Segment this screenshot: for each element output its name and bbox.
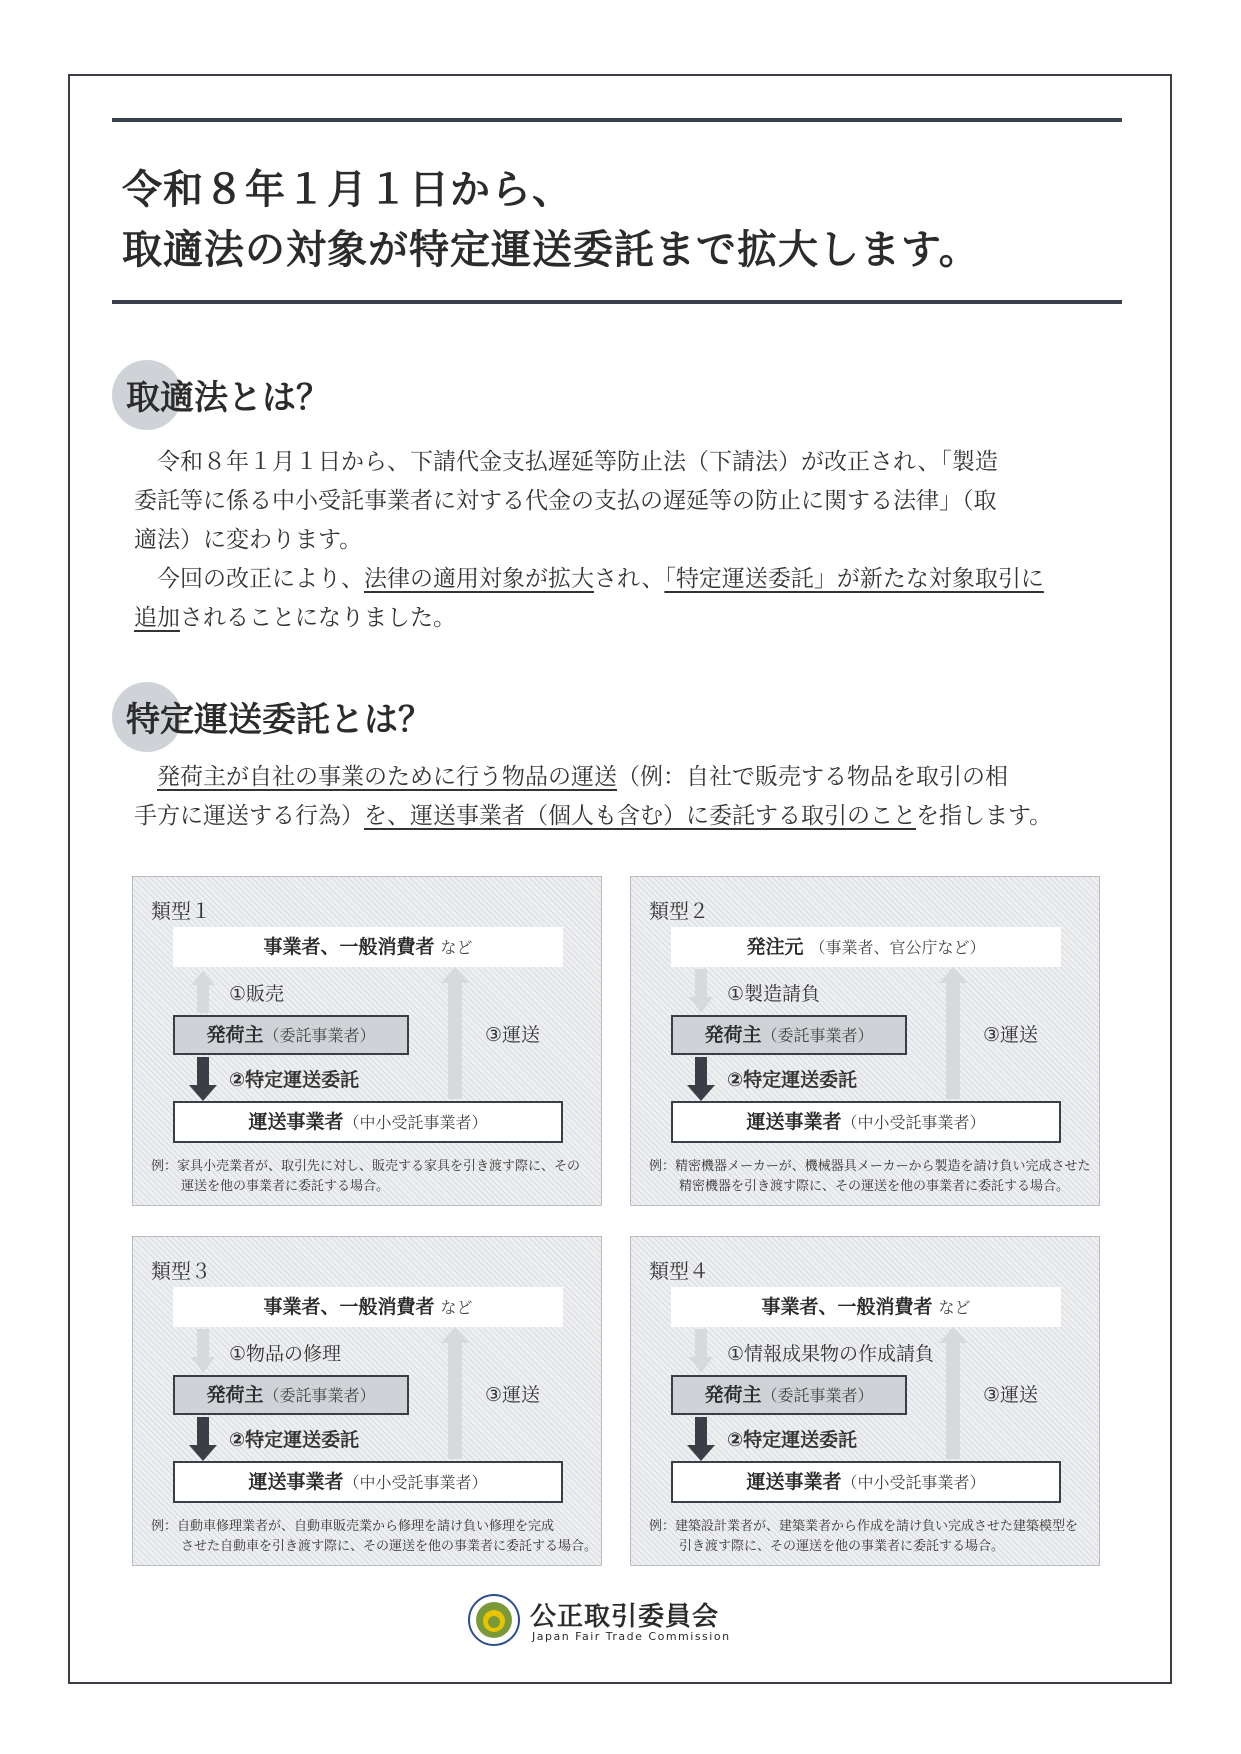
section-heading-text: 取適法とは？ <box>126 378 330 418</box>
step1-label: ①物品の修理 <box>229 1343 342 1365</box>
step3-label: ③運送 <box>485 1384 541 1406</box>
shipper-box <box>671 1375 907 1415</box>
example-line-2: 精密機器を引き渡す際に、その運送を他の事業者に委託する場合。 <box>679 1179 1070 1194</box>
carrier-note: （中小受託事業者） <box>841 1113 986 1132</box>
example-text <box>649 1517 1078 1557</box>
arrow-down-light-icon <box>689 1329 713 1373</box>
top-party <box>173 927 563 967</box>
shipper-box <box>671 1015 907 1055</box>
example-line-2: 運送を他の事業者に委託する場合。 <box>181 1179 390 1194</box>
carrier-box <box>173 1101 563 1143</box>
example-line-1: 例：建築設計業者が、建築業者から作成を請け負い完成させた建築模型を <box>649 1519 1079 1534</box>
section-heading-text: 特定運送委託とは？ <box>126 700 432 740</box>
shipper-note: （委託事業者） <box>263 1026 376 1045</box>
underlined-text: を、運送事業者（個人も含む）に委託する取引のこと <box>364 803 916 829</box>
arrow-down-dark-icon <box>189 1057 217 1101</box>
text-run: 手方に運送する行為） <box>134 803 364 829</box>
example-line-1: 例：家具小売業者が、取引先に対し、販売する家具を引き渡す際に、その <box>151 1159 581 1174</box>
example-line-2: させた自動車を引き渡す際に、その運送を他の事業者に委託する場合。 <box>181 1539 598 1554</box>
arrow-down-dark-icon <box>189 1417 217 1461</box>
title-line-1: 令和８年１月１日から、 <box>122 167 573 213</box>
text-run: を指します。 <box>916 803 1053 829</box>
carrier-note: （中小受託事業者） <box>343 1473 488 1492</box>
arrow-down-dark-icon <box>687 1417 715 1461</box>
shipper-note: （委託事業者） <box>761 1026 874 1045</box>
top-party-name: 事業者、一般消費者 <box>761 1296 933 1318</box>
text-run <box>134 764 157 790</box>
top-party-note: など <box>938 1298 971 1317</box>
top-party <box>671 927 1061 967</box>
step3-label: ③運送 <box>983 1024 1039 1046</box>
shipper-name: 発荷主 <box>206 1384 264 1406</box>
top-party <box>173 1287 563 1327</box>
shipper-box <box>173 1015 409 1055</box>
jftc-emblem-icon <box>468 1594 520 1646</box>
arrow-down-light-icon <box>689 969 713 1013</box>
arrow-up-tall-light-icon <box>441 1327 469 1459</box>
type-box-4 <box>630 1236 1100 1566</box>
top-party-name: 発注元 <box>746 936 804 958</box>
type-name: 類型１ <box>151 899 211 923</box>
type-name: 類型４ <box>649 1259 709 1283</box>
title-line-2: 取適法の対象が特定運送委託まで拡大します。 <box>122 227 980 273</box>
jftc-logo <box>468 1594 768 1652</box>
logo-english-name: Japan Fair Trade Commission <box>532 1630 731 1643</box>
section2-body <box>134 758 1114 836</box>
carrier-name: 運送事業者 <box>746 1471 842 1493</box>
type-box-2 <box>630 876 1100 1206</box>
top-party <box>671 1287 1061 1327</box>
carrier-note: （中小受託事業者） <box>343 1113 488 1132</box>
carrier-note: （中小受託事業者） <box>841 1473 986 1492</box>
type-name: 類型３ <box>151 1259 211 1283</box>
example-line-1: 例：精密機器メーカーが、機械器具メーカーから製造を請け負い完成させた <box>649 1159 1091 1174</box>
step3-label: ③運送 <box>485 1024 541 1046</box>
logo-japanese-name: 公正取引委員会 <box>530 1602 720 1632</box>
step2-label: ②特定運送委託 <box>229 1069 360 1091</box>
carrier-name: 運送事業者 <box>248 1111 344 1133</box>
section1-line-2: 委託等に係る中小受託事業者に対する代金の支払の遅延等の防止に関する法律」（取 <box>134 488 997 514</box>
carrier-name: 運送事業者 <box>746 1111 842 1133</box>
underlined-text: 「特定運送委託」が新たな対象取引に <box>664 566 1044 592</box>
title-bottom-rule <box>112 300 1122 304</box>
step2-label: ②特定運送委託 <box>229 1429 360 1451</box>
example-text <box>151 1157 580 1197</box>
top-party-name: 事業者、一般消費者 <box>263 936 435 958</box>
section1-line-5 <box>134 599 1114 638</box>
shipper-note: （委託事業者） <box>263 1386 376 1405</box>
arrow-up-tall-light-icon <box>939 967 967 1099</box>
top-party-note: （事業者、官公庁など） <box>809 938 986 957</box>
shipper-name: 発荷主 <box>704 1384 762 1406</box>
arrow-down-dark-icon <box>687 1057 715 1101</box>
step2-label: ②特定運送委託 <box>727 1069 858 1091</box>
carrier-box <box>173 1461 563 1503</box>
underlined-text: 法律の適用対象が拡大 <box>364 566 594 592</box>
text-run: 今回の改正により、 <box>134 566 364 592</box>
section2-line-1 <box>134 758 1114 797</box>
step1-label: ①販売 <box>229 983 285 1005</box>
section2-line-2 <box>134 797 1114 836</box>
carrier-box <box>671 1461 1061 1503</box>
type-box-3 <box>132 1236 602 1566</box>
example-text <box>151 1517 597 1557</box>
step2-label: ②特定運送委託 <box>727 1429 858 1451</box>
carrier-box <box>671 1101 1061 1143</box>
title-top-rule <box>112 118 1122 122</box>
underlined-text: 発荷主が自社の事業のために行う物品の運送 <box>157 764 617 790</box>
step1-label: ①製造請負 <box>727 983 821 1005</box>
shipper-name: 発荷主 <box>206 1024 264 1046</box>
top-party-name: 事業者、一般消費者 <box>263 1296 435 1318</box>
example-line-1: 例：自動車修理業者が、自動車販売業から修理を請け負い修理を完成 <box>151 1519 555 1534</box>
type-box-1 <box>132 876 602 1206</box>
arrow-up-light-icon <box>191 971 215 1013</box>
arrow-up-tall-light-icon <box>939 1327 967 1459</box>
example-line-2: 引き渡す際に、その運送を他の事業者に委託する場合。 <box>679 1539 1005 1554</box>
underlined-text: 追加 <box>134 605 180 631</box>
arrow-down-light-icon <box>191 1329 215 1373</box>
type-name: 類型２ <box>649 899 709 923</box>
top-party-note: など <box>440 1298 473 1317</box>
step3-label: ③運送 <box>983 1384 1039 1406</box>
example-text <box>649 1157 1090 1197</box>
shipper-name: 発荷主 <box>704 1024 762 1046</box>
section1-line-3: 適法）に変わります。 <box>134 527 363 553</box>
text-run: （例：自社で販売する物品を取引の相 <box>617 764 1008 790</box>
shipper-note: （委託事業者） <box>761 1386 874 1405</box>
text-run: され、 <box>594 566 665 592</box>
text-run: されることになりました。 <box>180 605 456 631</box>
shipper-box <box>173 1375 409 1415</box>
section1-line-1: 令和８年１月１日から、下請代金支払遅延等防止法（下請法）が改正され、「製造 <box>134 449 998 475</box>
top-party-note: など <box>440 938 473 957</box>
arrow-up-tall-light-icon <box>441 967 469 1099</box>
section1-line-4 <box>134 560 1114 599</box>
carrier-name: 運送事業者 <box>248 1471 344 1493</box>
step1-label: ①情報成果物の作成請負 <box>727 1343 935 1365</box>
section1-body <box>134 443 1114 638</box>
